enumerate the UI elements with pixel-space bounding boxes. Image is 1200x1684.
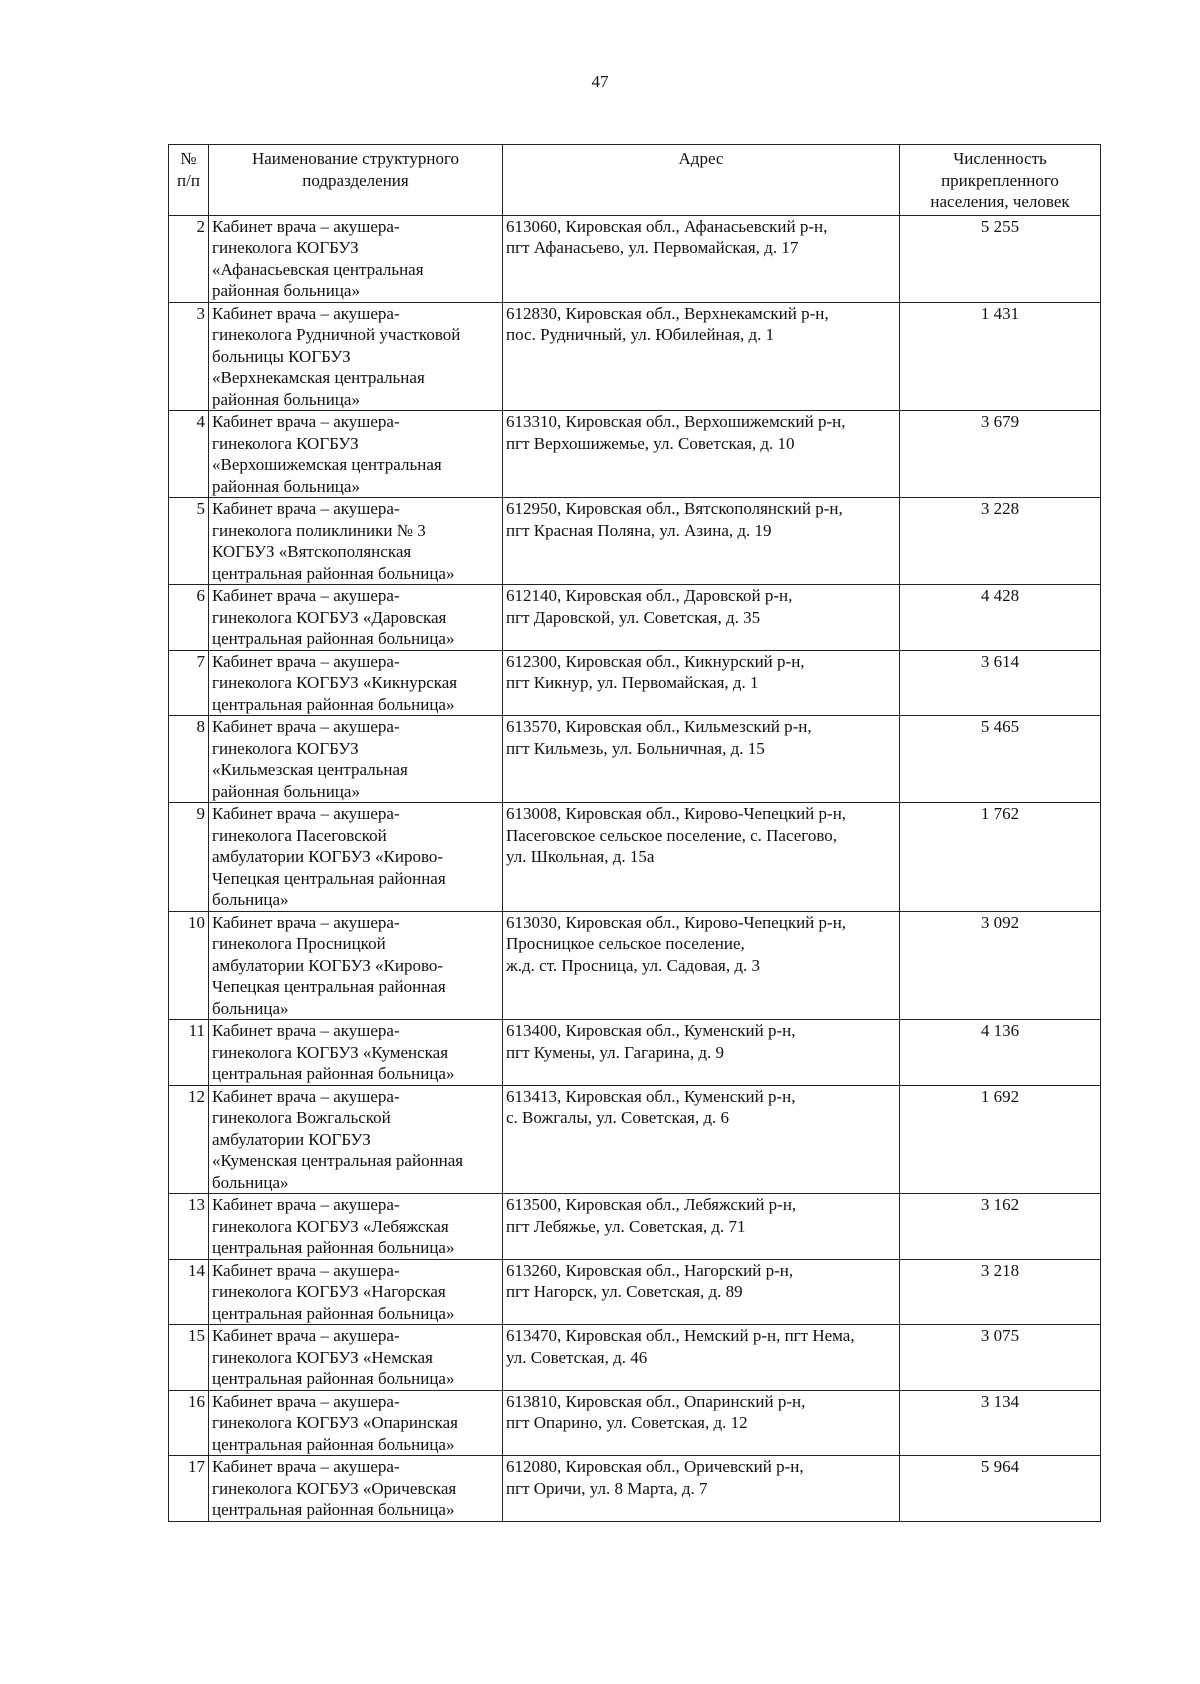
population-count: 3 134: [900, 1390, 1101, 1456]
table-body: [169, 215, 1101, 1521]
facility-name: Кабинет врача – акушера- гинеколога Рудничной участковой больницы КОГБУЗ «Верхнекамская центральная районная больница»: [209, 302, 503, 411]
population-count: 4 428: [900, 585, 1101, 651]
facility-address: 613570, Кировская обл., Кильмезский р-н, пгт Кильмезь, ул. Больничная, д. 15: [503, 716, 900, 803]
facility-address: 612140, Кировская обл., Даровской р-н, пгт Даровской, ул. Советская, д. 35: [503, 585, 900, 651]
facility-name: Кабинет врача – акушера- гинеколога КОГБУЗ «Куменская центральная районная больница»: [209, 1020, 503, 1086]
header-address: Адрес: [503, 145, 900, 216]
facility-address: 613470, Кировская обл., Немский р-н, пгт Нема, ул. Советская, д. 46: [503, 1325, 900, 1391]
facility-name: Кабинет врача – акушера- гинеколога КОГБУЗ «Афанасьевская центральная районная больница»: [209, 215, 503, 302]
facility-name: Кабинет врача – акушера- гинеколога КОГБУЗ «Даровская центральная районная больница»: [209, 585, 503, 651]
facility-name: Кабинет врача – акушера- гинеколога Просницкой амбулатории КОГБУЗ «Кирово- Чепецкая центральная районная больница»: [209, 911, 503, 1020]
facility-name: Кабинет врача – акушера- гинеколога КОГБУЗ «Кикнурская центральная районная больница»: [209, 650, 503, 716]
row-number: 13: [169, 1194, 209, 1260]
row-number: 8: [169, 716, 209, 803]
facility-name: Кабинет врача – акушера- гинеколога КОГБУЗ «Кильмезская центральная районная больница»: [209, 716, 503, 803]
facility-address: 613500, Кировская обл., Лебяжский р-н, пгт Лебяжье, ул. Советская, д. 71: [503, 1194, 900, 1260]
row-number: 11: [169, 1020, 209, 1086]
facility-address: 613260, Кировская обл., Нагорский р-н, пгт Нагорск, ул. Советская, д. 89: [503, 1259, 900, 1325]
facility-name: Кабинет врача – акушера- гинеколога КОГБУЗ «Верхошижемская центральная районная больница»: [209, 411, 503, 498]
population-count: 4 136: [900, 1020, 1101, 1086]
population-count: 3 162: [900, 1194, 1101, 1260]
population-count: 5 964: [900, 1456, 1101, 1522]
table-row: [169, 1259, 1101, 1325]
facility-name: Кабинет врача – акушера- гинеколога поликлиники № 3 КОГБУЗ «Вятскополянская центральная районная больница»: [209, 498, 503, 585]
facility-name: Кабинет врача – акушера- гинеколога КОГБУЗ «Опаринская центральная районная больница»: [209, 1390, 503, 1456]
table-row: [169, 411, 1101, 498]
row-number: 9: [169, 803, 209, 912]
table-row: [169, 1325, 1101, 1391]
population-count: 1 762: [900, 803, 1101, 912]
facility-address: 612300, Кировская обл., Кикнурский р-н, пгт Кикнур, ул. Первомайская, д. 1: [503, 650, 900, 716]
row-number: 10: [169, 911, 209, 1020]
facility-address: 613060, Кировская обл., Афанасьевский р-н, пгт Афанасьево, ул. Первомайская, д. 17: [503, 215, 900, 302]
facility-address: 612950, Кировская обл., Вятскополянский р-н, пгт Красная Поляна, ул. Азина, д. 19: [503, 498, 900, 585]
facility-address: 612080, Кировская обл., Оричевский р-н, пгт Оричи, ул. 8 Марта, д. 7: [503, 1456, 900, 1522]
row-number: 15: [169, 1325, 209, 1391]
population-count: 1 692: [900, 1085, 1101, 1194]
facility-name: Кабинет врача – акушера- гинеколога Пасеговской амбулатории КОГБУЗ «Кирово- Чепецкая центральная районная больница»: [209, 803, 503, 912]
table-row: [169, 215, 1101, 302]
facility-name: Кабинет врача – акушера- гинеколога КОГБУЗ «Немская центральная районная больница»: [209, 1325, 503, 1391]
row-number: 17: [169, 1456, 209, 1522]
facilities-table: [168, 144, 1101, 1522]
population-count: 3 218: [900, 1259, 1101, 1325]
facility-name: Кабинет врача – акушера- гинеколога Вожгальской амбулатории КОГБУЗ «Куменская центральная районная больница»: [209, 1085, 503, 1194]
facility-address: 613008, Кировская обл., Кирово-Чепецкий р-н, Пасеговское сельское поселение, с. Пасегово, ул. Школьная, д. 15а: [503, 803, 900, 912]
table-row: [169, 1020, 1101, 1086]
table-row: [169, 302, 1101, 411]
facility-name: Кабинет врача – акушера- гинеколога КОГБУЗ «Лебяжская центральная районная больница»: [209, 1194, 503, 1260]
facility-address: 613030, Кировская обл., Кирово-Чепецкий р-н, Просницкое сельское поселение, ж.д. ст. Просница, ул. Садовая, д. 3: [503, 911, 900, 1020]
row-number: 6: [169, 585, 209, 651]
row-number: 12: [169, 1085, 209, 1194]
table-row: [169, 911, 1101, 1020]
table-row: [169, 1390, 1101, 1456]
table-row: [169, 716, 1101, 803]
row-number: 3: [169, 302, 209, 411]
header-name: Наименование структурного подразделения: [209, 145, 503, 216]
population-count: 5 465: [900, 716, 1101, 803]
facility-name: Кабинет врача – акушера- гинеколога КОГБУЗ «Оричевская центральная районная больница»: [209, 1456, 503, 1522]
population-count: 3 092: [900, 911, 1101, 1020]
table-row: [169, 803, 1101, 912]
population-count: 5 255: [900, 215, 1101, 302]
facility-name: Кабинет врача – акушера- гинеколога КОГБУЗ «Нагорская центральная районная больница»: [209, 1259, 503, 1325]
row-number: 5: [169, 498, 209, 585]
row-number: 14: [169, 1259, 209, 1325]
page-number: 47: [591, 72, 609, 91]
table-row: [169, 1194, 1101, 1260]
table-row: [169, 585, 1101, 651]
facility-address: 613810, Кировская обл., Опаринский р-н, пгт Опарино, ул. Советская, д. 12: [503, 1390, 900, 1456]
row-number: 4: [169, 411, 209, 498]
population-count: 3 075: [900, 1325, 1101, 1391]
table-row: [169, 650, 1101, 716]
table-header: [169, 145, 1101, 216]
header-population: Численность прикрепленного населения, человек: [900, 145, 1101, 216]
population-count: 3 614: [900, 650, 1101, 716]
table-header-row: [169, 145, 1101, 216]
table-row: [169, 498, 1101, 585]
population-count: 3 679: [900, 411, 1101, 498]
row-number: 7: [169, 650, 209, 716]
facility-address: 612830, Кировская обл., Верхнекамский р-н, пос. Рудничный, ул. Юбилейная, д. 1: [503, 302, 900, 411]
table-row: [169, 1456, 1101, 1522]
population-count: 3 228: [900, 498, 1101, 585]
header-num: № п/п: [169, 145, 209, 216]
facility-address: 613400, Кировская обл., Куменский р-н, пгт Кумены, ул. Гагарина, д. 9: [503, 1020, 900, 1086]
table-row: [169, 1085, 1101, 1194]
row-number: 2: [169, 215, 209, 302]
facility-address: 613413, Кировская обл., Куменский р-н, с. Вожгалы, ул. Советская, д. 6: [503, 1085, 900, 1194]
facility-address: 613310, Кировская обл., Верхошижемский р-н, пгт Верхошижемье, ул. Советская, д. 10: [503, 411, 900, 498]
row-number: 16: [169, 1390, 209, 1456]
population-count: 1 431: [900, 302, 1101, 411]
